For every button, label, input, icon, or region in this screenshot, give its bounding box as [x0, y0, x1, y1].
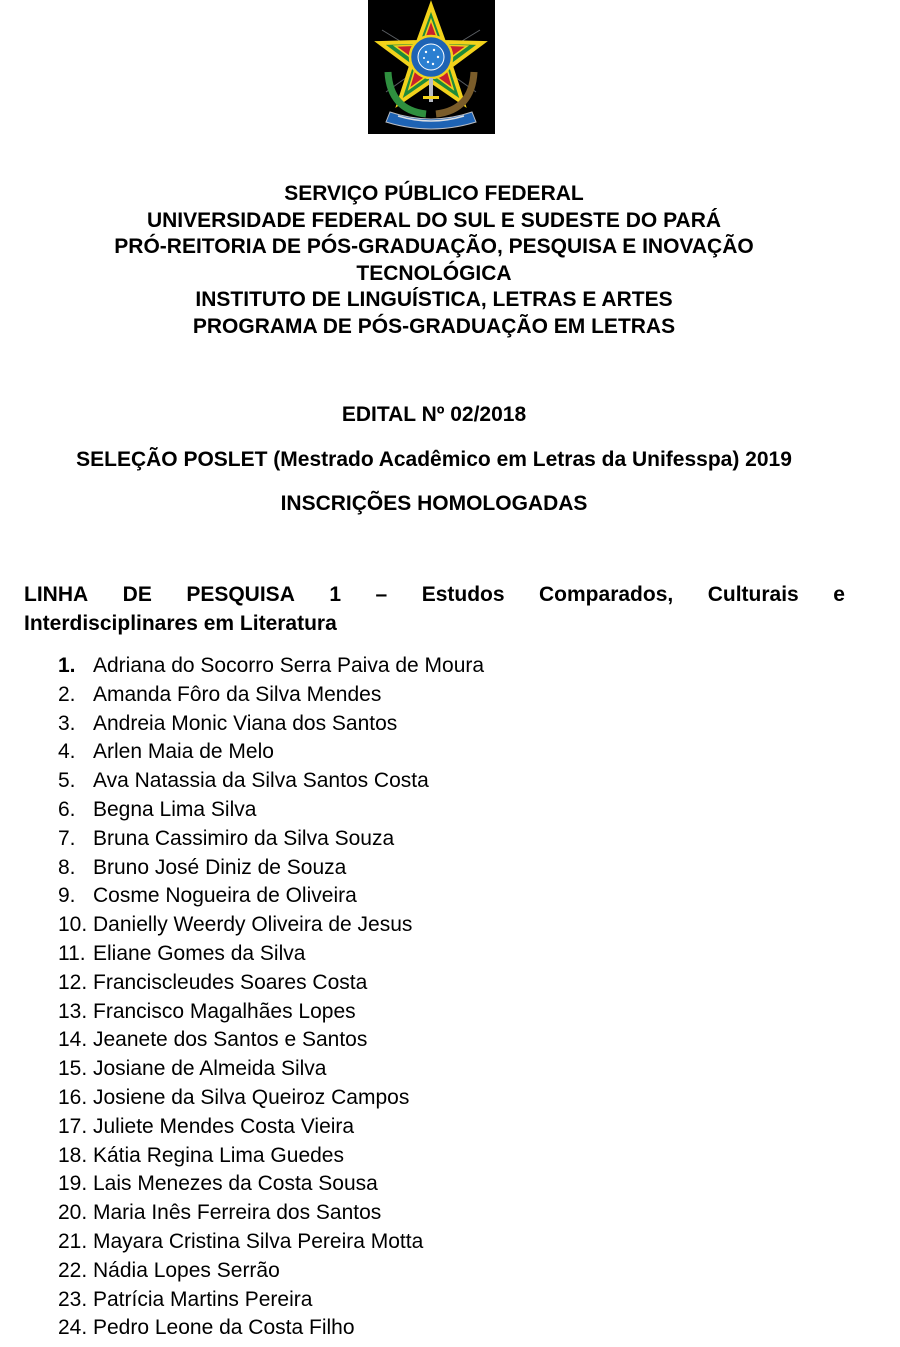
header-line: TECNOLÓGICA [356, 261, 512, 285]
research-line-heading-line2: Interdisciplinares em Literatura [24, 612, 337, 635]
list-item-number: 6. [58, 797, 76, 821]
list-item [58, 681, 484, 710]
list-item-number: 24. [58, 1316, 88, 1340]
list-item [58, 1228, 484, 1257]
list-item-name: Jeanete dos Santos e Santos [93, 1028, 368, 1052]
list-item [58, 1257, 484, 1286]
list-item-number: 11. [58, 941, 86, 965]
list-item [58, 940, 484, 969]
coat-of-arms-emblem [368, 0, 495, 134]
heading-word: DE [122, 583, 152, 606]
list-item-name: Lais Menezes da Costa Sousa [93, 1172, 378, 1196]
list-item [58, 1314, 484, 1343]
list-item [58, 1170, 484, 1199]
heading-word: Estudos [421, 583, 505, 606]
research-line-heading-line1 [24, 580, 845, 609]
list-item-number: 22. [58, 1258, 88, 1282]
list-item-name: Nádia Lopes Serrão [93, 1258, 280, 1282]
list-item [58, 1113, 484, 1142]
list-item [58, 710, 484, 739]
heading-word: e [833, 583, 845, 606]
brazil-coat-of-arms-icon [368, 0, 495, 134]
list-item [58, 767, 484, 796]
list-item-name: Bruno José Diniz de Souza [93, 855, 347, 879]
heading-word: Culturais [707, 583, 799, 606]
list-item [58, 854, 484, 883]
selecao-title: SELEÇÃO POSLET (Mestrado Acadêmico em Letras da Unifesspa) 2019 [76, 448, 792, 471]
list-item-name: Adriana do Socorro Serra Paiva de Moura [93, 654, 485, 677]
heading-word: 1 [329, 583, 342, 606]
list-item [58, 825, 484, 854]
header-line: PROGRAMA DE PÓS-GRADUAÇÃO EM LETRAS [192, 314, 676, 338]
list-item [58, 1142, 484, 1171]
list-item [58, 1199, 484, 1228]
heading-word: – [375, 583, 388, 606]
list-item-name: Pedro Leone da Costa Filho [93, 1316, 355, 1340]
list-item-name: Maria Inês Ferreira dos Santos [93, 1201, 382, 1225]
list-item-name: Arlen Maia de Melo [93, 740, 274, 764]
list-item [58, 998, 484, 1027]
list-item-number: 5. [58, 769, 76, 793]
list-item-number: 18. [58, 1143, 88, 1167]
list-item-number: 10. [58, 913, 88, 937]
list-item [58, 1084, 484, 1113]
list-item [58, 796, 484, 825]
list-item-number: 4. [58, 740, 76, 764]
list-item-number: 21. [58, 1229, 88, 1253]
list-item [58, 1055, 484, 1084]
heading-word: PESQUISA [186, 583, 295, 606]
list-item-name: Danielly Weerdy Oliveira de Jesus [93, 913, 413, 937]
list-item-number: 15. [58, 1057, 88, 1081]
list-item-number: 19. [58, 1172, 88, 1196]
header-line: UNIVERSIDADE FEDERAL DO SUL E SUDESTE DO PARÁ [146, 208, 722, 232]
list-item-name: Cosme Nogueira de Oliveira [93, 884, 357, 908]
list-item-name: Mayara Cristina Silva Pereira Motta [93, 1229, 424, 1253]
inscricoes-title: INSCRIÇÕES HOMOLOGADAS [280, 492, 588, 515]
list-item-name: Josiane de Almeida Silva [93, 1057, 327, 1081]
list-item-name: Patrícia Martins Pereira [93, 1287, 313, 1311]
header-line: SERVIÇO PÚBLICO FEDERAL [284, 182, 584, 205]
list-item-name: Juliete Mendes Costa Vieira [93, 1114, 355, 1138]
list-item-number: 3. [58, 711, 76, 735]
list-item-name: Josiene da Silva Queiroz Campos [93, 1085, 410, 1109]
list-item [58, 969, 484, 998]
list-item-name: Francisco Magalhães Lopes [93, 999, 356, 1023]
list-item-name: Franciscleudes Soares Costa [93, 970, 368, 994]
list-item-name: Andreia Monic Viana dos Santos [93, 711, 398, 735]
list-item-number: 8. [58, 855, 76, 879]
edital-title: EDITAL Nº 02/2018 [341, 403, 527, 426]
list-item-number: 20. [58, 1201, 88, 1225]
list-item-name: Ava Natassia da Silva Santos Costa [93, 769, 429, 793]
list-item [58, 652, 484, 681]
list-item-name: Eliane Gomes da Silva [93, 941, 306, 965]
list-item-number: 1. [58, 654, 76, 677]
list-item [58, 1286, 484, 1315]
list-item-number: 9. [58, 884, 76, 908]
heading-word: Comparados, [539, 583, 674, 606]
list-item-number: 7. [58, 826, 76, 850]
list-item-number: 12. [58, 970, 88, 994]
header-line: PRÓ-REITORIA DE PÓS-GRADUAÇÃO, PESQUISA E INOVAÇÃO [114, 235, 754, 259]
list-item [58, 911, 484, 940]
list-item-name: Kátia Regina Lima Guedes [93, 1143, 344, 1167]
list-item-number: 13. [58, 999, 88, 1023]
research-line-heading [24, 580, 845, 638]
header-line: INSTITUTO DE LINGUÍSTICA, LETRAS E ARTES [195, 288, 673, 312]
list-item-name: Amanda Fôro da Silva Mendes [93, 682, 382, 706]
heading-word: LINHA [24, 583, 89, 606]
list-item-number: 16. [58, 1085, 88, 1109]
list-item-number: 23. [58, 1287, 88, 1311]
list-item [58, 1026, 484, 1055]
list-item-name: Bruna Cassimiro da Silva Souza [93, 826, 395, 850]
list-item [58, 882, 484, 911]
list-item [58, 738, 484, 767]
list-item-number: 14. [58, 1028, 88, 1052]
candidate-list [58, 652, 484, 1343]
list-item-name: Begna Lima Silva [93, 797, 257, 821]
list-item-number: 17. [58, 1114, 88, 1138]
institution-header [0, 181, 868, 341]
list-item-number: 2. [58, 682, 76, 706]
